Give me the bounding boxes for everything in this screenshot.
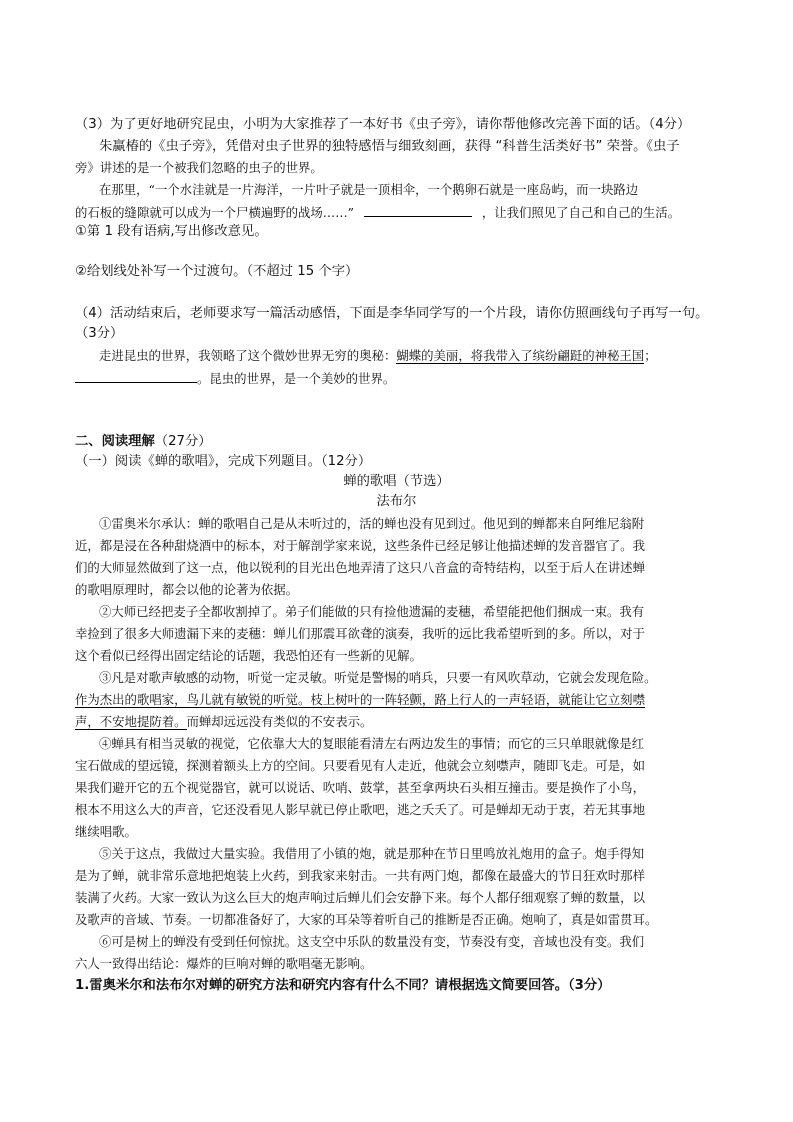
passage-line: 这个看似已经得出固定结论的话题，我恐怕还有一些新的见解。	[75, 648, 422, 663]
passage-line: 是为了蝉，就非常乐意地把炮装上火药，到我家来射击。一共有两门炮，都像在最盛大的节日狂欢时那样	[75, 868, 645, 883]
passage-line: ④蝉具有相当灵敏的视觉，它依靠大大的复眼能看清左右两边发生的事情；而它的三只单眼就像是红	[99, 736, 645, 751]
passage-line: ⑤关于这点，我做过大量实验。我借用了小镇的炮，就是那种在节日里鸣放礼炮用的盒子。炮手得知	[99, 846, 645, 861]
passage-line	[75, 712, 372, 732]
answer-blank[interactable]	[364, 202, 472, 217]
section2-heading	[75, 432, 212, 452]
passage-line	[75, 690, 645, 710]
question-1: 1.雷奥米尔和法布尔对蝉的研究方法和研究内容有什么不同？请根据选文简要回答。（3分）	[75, 978, 611, 993]
q4-underlined-sentence: 蝴蝶的美丽，将我带入了缤纷翩跹的神秘王国	[396, 348, 645, 363]
passage-line: 宝石做成的望远镜，探测着额头上方的空间。只要看见有人走近，他就会立刻噤声，随即飞走。可是，如	[75, 758, 645, 773]
q4-prompt-line2: （3分）	[75, 326, 124, 341]
passage-line: 们的大师显然做到了这一点，他以锐利的目光出色地弄清了这只八音盒的奇特结构，以至于后人在讲述蝉	[75, 560, 645, 575]
q4-text-line2	[75, 368, 395, 389]
underlined-sentence: 作为杰出的歌唱家，鸟儿就有敏锐的听觉。枝上树叶的一阵轻颤，路上行人的一声轻语，就能让它立刻噤	[75, 692, 645, 707]
passage-line: 近，都是浸在各种甜烧酒中的标本，对于解剖学家来说，这些条件已经足够让他描述蝉的发音器官了。我	[75, 538, 645, 553]
passage-line: 及歌声的音域、节奏。一切都准备好了，大家的耳朵等着听自己的推断是否正确。炮响了，真是如雷贯耳。	[75, 912, 658, 927]
q3-para2-line2-b: ，让我们照见了自己和自己的生活。	[481, 205, 681, 220]
passage-line: 继续唱歌。	[75, 824, 137, 839]
passage-author: 法布尔	[376, 494, 417, 509]
section2-part1: （一）阅读《蝉的歌唱》，完成下列题目。（12分）	[75, 454, 372, 469]
q3-para1-line2: 旁》讲述的是一个被我们忽略的虫子的世界。	[75, 160, 323, 175]
q3-para2-line2-a: 的石板的缝隙就可以成为一个尸横遍野的战场……”	[75, 205, 354, 220]
q3-para2-line1: 在那里，“一个水洼就是一片海洋，一片叶子就是一顶相伞，一个鹅卵石就是一座岛屿，而一块路边	[99, 182, 639, 197]
passage-line: ③凡是对歌声敏感的动物，听觉一定灵敏。听觉是警惕的哨兵，只要一有风吹草动，它就会发现危险。	[99, 670, 657, 685]
q3-sub2: ②给划线处补写一个过渡句。（不超过 15 个字）	[75, 264, 359, 279]
passage-line: 果我们避开它的五个视觉器官，就可以说话、吹哨、鼓掌，甚至拿两块石头相互撞击。要是换作了小鸟，	[75, 780, 645, 795]
passage-line: ⑥可是树上的蝉没有受到任何惊扰。这支空中乐队的数量没有变，节奏没有变，音域也没有变。我们	[99, 934, 645, 949]
passage-line: 幸捡到了很多大师遗漏下来的麦穗：蝉儿们那震耳欲聋的演奏，我听的远比我希望听到的多。所以，对于	[75, 626, 645, 641]
passage-line: 装满了火药。大家一致认为这么巨大的炮声响过后蝉儿们会安静下来。每个人都仔细观察了蝉的数量，以	[75, 890, 645, 905]
q4-text-line1	[99, 346, 657, 366]
q3-prompt: （3）为了更好地研究昆虫，小明为大家推荐了一本好书《虫子旁》，请你帮他修改完善下面的话。（4分）	[75, 117, 691, 132]
passage-line: ①雷奥米尔承认：蝉的歌唱自己是从未听过的，活的蝉也没有见到过。他见到的蝉都来自阿维尼翁附	[99, 516, 645, 531]
q3-sub1: ①第 1 段有语病,写出修改意见。	[75, 224, 268, 239]
q4-prompt-line1: （4）活动结束后，老师要求写一篇活动感悟，下面是李华同学写的一个片段，请你仿照画线句子再写一句。	[75, 306, 709, 321]
passage-line: 六人一致得出结论：爆炸的巨响对蝉的歌唱毫无影响。	[75, 956, 373, 971]
answer-blank[interactable]	[75, 368, 197, 383]
section2-score: （27分）	[154, 434, 212, 449]
passage-line: ②大师已经把麦子全都收割掉了。弟子们能做的只有捡他遗漏的麦穗，希望能把他们捆成一束。我有	[99, 604, 645, 619]
q4-text-b: ；	[644, 348, 657, 363]
q4-text-a: 走进昆虫的世界，我领略了这个微妙世界无穷的奥秘：	[99, 348, 397, 363]
q3-para1-line1: 朱赢椿的《虫子旁》，凭借对虫子世界的独特感悟与细致刻画，获得 “科普生活类好书” 荣誉。《虫子	[99, 139, 680, 154]
passage-line: 根本不用这么大的声音，它还没看见人影早就已停止歌吧，逃之夭夭了。可是蝉却无动于衷，若无其事地	[75, 802, 645, 817]
underlined-sentence: 声，不安地提防着。	[75, 714, 187, 729]
q4-line2-tail: 。昆虫的世界，是一个美妙的世界。	[197, 371, 396, 386]
q3-para2-line2	[75, 202, 680, 223]
passage-text: 而蝉却远远没有类似的不安表示。	[186, 714, 373, 729]
passage-line: 的歌唱原理时，都会以他的论著为依据。	[75, 582, 299, 597]
section2-title: 二、阅读理解	[75, 434, 155, 449]
passage-title: 蝉的歌唱（节选）	[343, 474, 450, 489]
